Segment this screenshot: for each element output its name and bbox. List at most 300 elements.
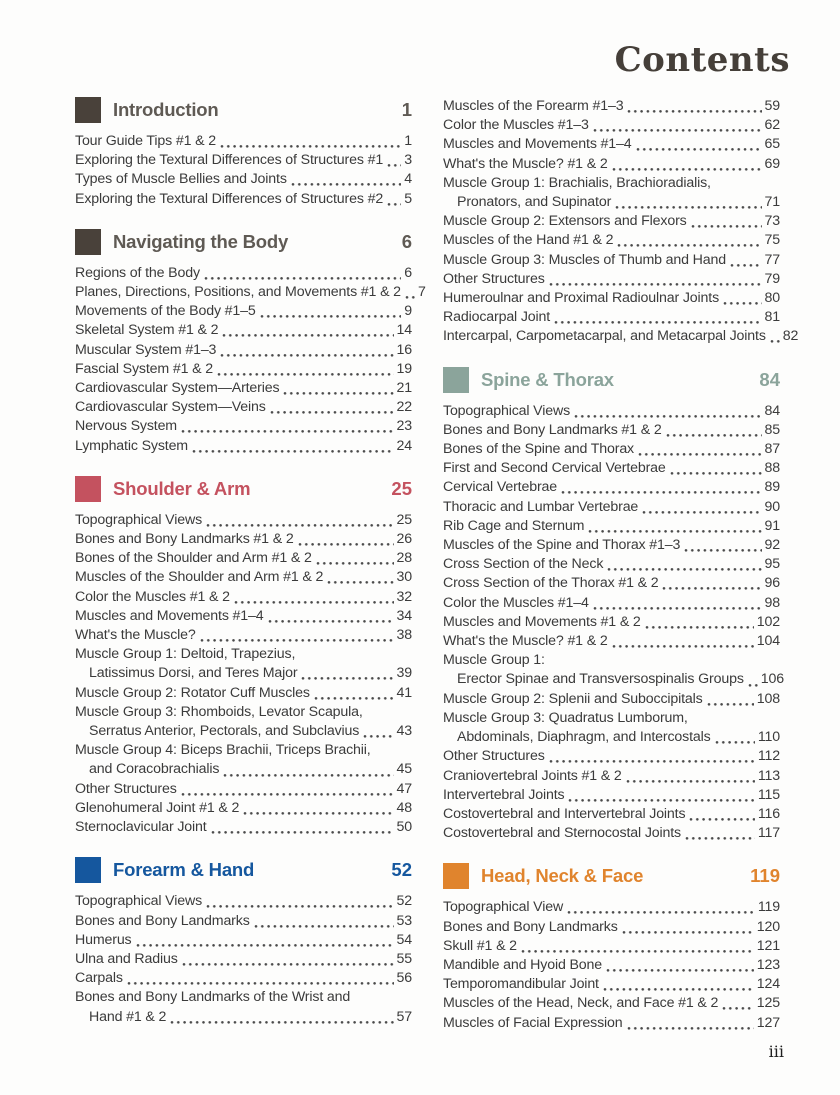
toc-entry-line xyxy=(75,607,412,626)
section-title: Head, Neck & Face xyxy=(481,865,644,887)
entry-title: Latissimus Dorsi, and Teres Major xyxy=(89,665,298,682)
toc-columns xyxy=(75,97,799,1033)
entry-page-number: 21 xyxy=(396,380,412,397)
toc-entry-line xyxy=(443,402,780,421)
entry-page-number: 120 xyxy=(756,918,780,935)
entry-title: Serratus Anterior, Pectorals, and Subclavius xyxy=(89,723,360,740)
toc-entry-line xyxy=(443,536,780,555)
entry-title: Sternoclavicular Joint xyxy=(75,819,207,836)
dot-leader xyxy=(606,956,754,975)
toc-entry-line xyxy=(75,741,412,760)
toc-entry-line xyxy=(75,530,412,549)
entry-title: Costovertebral and Sternocostal Joints xyxy=(443,825,681,842)
entry-title: Muscle Group 1: xyxy=(443,652,545,669)
dot-leader xyxy=(617,231,761,250)
dot-leader xyxy=(200,626,394,645)
entry-title: Rib Cage and Sternum xyxy=(443,517,585,534)
entry-title: Carpals xyxy=(75,970,123,987)
entry-title: Muscle Group 2: Rotator Cuff Muscles xyxy=(75,684,310,701)
entry-page-number: 4 xyxy=(404,171,412,188)
section-color-square xyxy=(75,476,101,502)
dot-leader xyxy=(314,684,394,703)
section-title: Navigating the Body xyxy=(113,230,289,252)
entry-page-number: 90 xyxy=(764,498,780,515)
toc-entry-line xyxy=(443,308,780,327)
dot-leader xyxy=(715,728,755,747)
entry-title: Cardiovascular System—Veins xyxy=(75,399,266,416)
section-page-number: 25 xyxy=(391,477,412,499)
entry-title: First and Second Cervical Vertebrae xyxy=(443,460,666,477)
entry-page-number: 82 xyxy=(782,328,799,345)
dot-leader xyxy=(211,818,394,837)
toc-entry-line xyxy=(75,664,412,683)
entry-page-number: 106 xyxy=(760,671,784,688)
entry-page-number: 43 xyxy=(396,723,412,740)
entry-title: Cross Section of the Neck xyxy=(443,556,604,573)
entry-page-number: 116 xyxy=(757,805,780,822)
toc-entry-line xyxy=(443,155,780,174)
dot-leader xyxy=(722,994,754,1013)
entry-title: Temporomandibular Joint xyxy=(443,976,599,993)
toc-section xyxy=(75,476,412,837)
entry-title: Color the Muscles #1–3 xyxy=(443,117,589,134)
entry-title: Topographical Views xyxy=(75,511,203,528)
dot-leader xyxy=(574,402,761,421)
toc-entry-line xyxy=(443,975,780,994)
dot-leader xyxy=(568,786,754,805)
entry-page-number: 87 xyxy=(764,441,780,458)
dot-leader xyxy=(684,536,761,555)
entry-page-number: 9 xyxy=(404,303,412,320)
entry-title: Intercarpal, Carpometacarpal, and Metacarpal Joints xyxy=(443,328,766,345)
entry-title: Erector Spinae and Transversospinalis Groups xyxy=(457,671,744,688)
entry-page-number: 57 xyxy=(396,1008,412,1025)
entry-page-number: 92 xyxy=(764,537,780,554)
dot-leader xyxy=(554,308,761,327)
entry-title: Planes, Directions, Positions, and Movements #1 & 2 xyxy=(75,284,401,301)
entry-title: Ulna and Radius xyxy=(75,950,178,967)
entry-title: Bones and Bony Landmarks #1 & 2 xyxy=(443,421,662,438)
entry-title: Intervertebral Joints xyxy=(443,786,565,803)
dot-leader xyxy=(685,824,755,843)
entry-page-number: 75 xyxy=(764,232,780,249)
entry-page-number: 104 xyxy=(756,633,780,650)
dot-leader xyxy=(593,594,762,613)
entry-page-number: 89 xyxy=(764,479,780,496)
entry-title: Muscles of the Hand #1 & 2 xyxy=(443,232,614,249)
entry-title: Topographical View xyxy=(443,899,564,916)
dot-leader xyxy=(588,517,761,536)
toc-entry-line xyxy=(75,780,412,799)
dot-leader xyxy=(521,937,754,956)
entry-title: Skull #1 & 2 xyxy=(443,937,517,954)
toc-entry-line xyxy=(75,151,412,170)
entry-page-number: 25 xyxy=(396,511,412,528)
toc-entry-line xyxy=(443,898,780,917)
toc-entry-line xyxy=(75,931,412,950)
entry-page-number: 50 xyxy=(396,819,412,836)
entry-page-number: 5 xyxy=(404,190,412,207)
dot-leader xyxy=(316,549,394,568)
toc-entry-line xyxy=(443,574,780,593)
entry-page-number: 88 xyxy=(764,460,780,477)
toc-entry-line xyxy=(75,360,412,379)
dot-leader xyxy=(260,302,402,321)
section-heading xyxy=(75,229,412,255)
entry-page-number: 69 xyxy=(764,155,780,172)
entry-page-number: 65 xyxy=(764,136,780,153)
toc-entry-line xyxy=(75,760,412,779)
dot-leader xyxy=(170,1008,393,1027)
entry-title: Bones of the Shoulder and Arm #1 & 2 xyxy=(75,550,312,567)
dot-leader xyxy=(220,341,393,360)
entry-page-number: 108 xyxy=(756,690,780,707)
entry-title: Muscles of Facial Expression xyxy=(443,1014,623,1031)
entry-title: Lymphatic System xyxy=(75,437,188,454)
toc-entry-line xyxy=(443,956,780,975)
dot-leader xyxy=(615,193,761,212)
toc-entry-line xyxy=(75,568,412,587)
entry-page-number: 115 xyxy=(757,786,780,803)
entry-page-number: 26 xyxy=(396,531,412,548)
entry-title: Humerus xyxy=(75,931,132,948)
entry-page-number: 54 xyxy=(396,931,412,948)
dot-leader xyxy=(666,421,762,440)
entry-title: Fascial System #1 & 2 xyxy=(75,360,213,377)
dot-leader xyxy=(612,632,754,651)
toc-entry-line xyxy=(443,555,780,574)
entry-page-number: 124 xyxy=(756,976,780,993)
toc-entry-line xyxy=(443,1014,780,1033)
entry-title: Craniovertebral Joints #1 & 2 xyxy=(443,767,622,784)
toc-entry-line xyxy=(75,703,412,722)
entry-title: Glenohumeral Joint #1 & 2 xyxy=(75,799,240,816)
dot-leader xyxy=(181,417,394,436)
entry-title: Hand #1 & 2 xyxy=(89,1008,167,1025)
section-page-number: 52 xyxy=(391,859,412,881)
entry-page-number: 77 xyxy=(764,251,780,268)
toc-entry-line xyxy=(443,594,780,613)
dot-leader xyxy=(626,767,755,786)
dot-leader xyxy=(182,950,394,969)
entry-page-number: 117 xyxy=(757,825,780,842)
toc-entry-line xyxy=(75,132,412,151)
dot-leader xyxy=(127,969,394,988)
entry-title: Mandible and Hyoid Bone xyxy=(443,956,603,973)
toc-entry-line xyxy=(443,212,780,231)
entry-title: Muscle Group 4: Biceps Brachii, Triceps Brachii, xyxy=(75,742,371,759)
toc-entry-line xyxy=(75,379,412,398)
toc-entry-line xyxy=(443,440,780,459)
dot-leader xyxy=(270,398,394,417)
entry-title: Muscles of the Spine and Thorax #1–3 xyxy=(443,537,681,554)
dot-leader xyxy=(670,459,762,478)
entry-title: Exploring the Textural Differences of Structures #2 xyxy=(75,190,384,207)
section-heading xyxy=(75,97,412,123)
toc-entry-line xyxy=(75,950,412,969)
entry-title: Bones and Bony Landmarks #1 & 2 xyxy=(75,531,294,548)
dot-leader xyxy=(549,270,762,289)
toc-section xyxy=(443,367,784,844)
entry-page-number: 102 xyxy=(756,613,780,630)
toc-entry-line xyxy=(75,170,412,189)
entry-page-number: 59 xyxy=(764,98,780,114)
dot-leader xyxy=(627,1014,754,1033)
toc-entry-line xyxy=(75,511,412,530)
entry-page-number: 119 xyxy=(757,899,780,916)
dot-leader xyxy=(387,190,401,209)
entry-page-number: 85 xyxy=(764,421,780,438)
entry-page-number: 22 xyxy=(396,399,412,416)
toc-entry-line xyxy=(443,174,780,193)
toc-entry-line xyxy=(443,251,780,270)
dot-leader xyxy=(642,498,761,517)
dot-leader xyxy=(549,747,755,766)
entry-title: Bones and Bony Landmarks xyxy=(443,918,618,935)
entry-page-number: 80 xyxy=(764,290,780,307)
dot-leader xyxy=(327,568,393,587)
toc-entry-line xyxy=(443,937,780,956)
entry-title: and Coracobrachialis xyxy=(89,761,220,778)
entry-page-number: 39 xyxy=(396,665,412,682)
entry-title: Abdominals, Diaphragm, and Intercostals xyxy=(457,729,711,746)
entry-title: Muscle Group 3: Quadratus Lumborum, xyxy=(443,709,688,726)
entry-title: Muscle Group 1: Deltoid, Trapezius, xyxy=(75,646,296,663)
dot-leader xyxy=(645,613,754,632)
entry-title: What's the Muscle? xyxy=(75,627,196,644)
dot-leader xyxy=(593,116,762,135)
dot-leader xyxy=(689,805,754,824)
dot-leader xyxy=(268,607,394,626)
entry-title: Topographical Views xyxy=(75,893,203,910)
dot-leader xyxy=(206,511,393,530)
section-color-square xyxy=(75,97,101,123)
toc-entry-line xyxy=(443,231,780,250)
dot-leader xyxy=(220,132,401,151)
entry-page-number: 53 xyxy=(396,912,412,929)
toc-entry-line xyxy=(443,270,780,289)
entry-title: Skeletal System #1 & 2 xyxy=(75,322,219,339)
toc-entry-line xyxy=(443,327,799,346)
dot-leader xyxy=(254,912,394,931)
toc-entry-line xyxy=(443,786,780,805)
dot-leader xyxy=(730,251,762,270)
toc-entry-line xyxy=(443,805,780,824)
dot-leader xyxy=(181,780,394,799)
toc-entry-line xyxy=(75,912,412,931)
entry-title: Muscle Group 3: Rhomboids, Levator Scapula, xyxy=(75,703,363,720)
entry-title: Topographical Views xyxy=(443,402,571,419)
entry-page-number: 7 xyxy=(417,284,426,301)
entry-title: Bones and Bony Landmarks xyxy=(75,912,250,929)
dot-leader xyxy=(612,155,762,174)
toc-entry-line xyxy=(443,632,780,651)
entry-page-number: 71 xyxy=(764,194,780,211)
entry-page-number: 30 xyxy=(396,569,412,586)
toc-entry-line xyxy=(443,824,780,843)
toc-entry-line xyxy=(75,799,412,818)
entry-title: Other Structures xyxy=(75,780,177,797)
toc-entry-line xyxy=(75,892,412,911)
entry-page-number: 23 xyxy=(396,418,412,435)
toc-entry-line xyxy=(75,722,412,741)
section-page-number: 6 xyxy=(401,230,412,252)
section-color-square xyxy=(443,367,469,393)
dot-leader xyxy=(723,289,762,308)
entry-title: Muscles of the Shoulder and Arm #1 & 2 xyxy=(75,569,324,586)
entry-page-number: 56 xyxy=(396,970,412,987)
toc-entry-line xyxy=(75,1008,412,1027)
entry-page-number: 52 xyxy=(396,893,412,910)
section-title: Spine & Thorax xyxy=(481,368,614,390)
toc-entry-line xyxy=(443,670,784,689)
toc-entry-line xyxy=(75,988,412,1007)
entry-title: Muscles and Movements #1 & 2 xyxy=(443,613,641,630)
section-page-number: 84 xyxy=(759,368,780,390)
toc-entry-line xyxy=(443,135,780,154)
dot-leader xyxy=(234,588,394,607)
dot-leader xyxy=(206,892,393,911)
dot-leader xyxy=(301,664,393,683)
dot-leader xyxy=(748,671,758,690)
dot-leader xyxy=(662,574,761,593)
entry-title: Tour Guide Tips #1 & 2 xyxy=(75,133,217,149)
entry-title: What's the Muscle? #1 & 2 xyxy=(443,633,608,650)
dot-leader xyxy=(636,135,762,154)
entry-title: Color the Muscles #1 & 2 xyxy=(75,588,230,605)
entry-page-number: 73 xyxy=(764,213,780,230)
toc-entry-line xyxy=(443,97,780,116)
toc-entry-line xyxy=(443,994,780,1013)
entry-title: What's the Muscle? #1 & 2 xyxy=(443,155,608,172)
folio-page-number: iii xyxy=(768,1042,784,1061)
entry-page-number: 121 xyxy=(756,937,780,954)
toc-entry-line xyxy=(75,283,426,302)
entry-title: Costovertebral and Intervertebral Joints xyxy=(443,805,686,822)
dot-leader xyxy=(561,478,762,497)
entry-page-number: 34 xyxy=(396,607,412,624)
entry-page-number: 14 xyxy=(396,322,412,339)
toc-entry-line xyxy=(443,193,780,212)
section-title: Forearm & Hand xyxy=(113,859,255,881)
dot-leader xyxy=(405,283,415,302)
entry-page-number: 79 xyxy=(764,270,780,287)
entry-title: Other Structures xyxy=(443,748,545,765)
toc-entry-line xyxy=(75,341,412,360)
dot-leader xyxy=(691,212,762,231)
entry-page-number: 112 xyxy=(757,748,780,765)
entry-page-number: 6 xyxy=(404,264,412,281)
toc-entry-line xyxy=(75,264,412,283)
toc-entry-line xyxy=(75,398,412,417)
entry-title: Muscles and Movements #1–4 xyxy=(443,136,632,153)
section-heading xyxy=(443,863,780,889)
dot-leader xyxy=(567,898,755,917)
entry-page-number: 62 xyxy=(764,117,780,134)
entry-title: Nervous System xyxy=(75,418,177,435)
section-color-square xyxy=(75,229,101,255)
entry-page-number: 1 xyxy=(404,133,412,149)
dot-leader xyxy=(222,321,393,340)
dot-leader xyxy=(607,555,761,574)
entry-page-number: 41 xyxy=(396,684,412,701)
toc-entry-line xyxy=(443,918,780,937)
entry-title: Cervical Vertebrae xyxy=(443,479,558,496)
entry-title: Radiocarpal Joint xyxy=(443,309,551,326)
section-heading xyxy=(75,857,412,883)
entry-title: Regions of the Body xyxy=(75,264,200,281)
toc-entry-line xyxy=(75,969,412,988)
entry-title: Pronators, and Supinator xyxy=(457,194,612,211)
toc-section xyxy=(75,857,412,1026)
entry-page-number: 28 xyxy=(396,550,412,567)
entry-page-number: 45 xyxy=(396,761,412,778)
section-title: Introduction xyxy=(113,99,219,120)
toc-entry-line xyxy=(443,690,780,709)
entry-title: Muscles of the Head, Neck, and Face #1 & 2 xyxy=(443,995,719,1012)
entry-title: Muscles of the Forearm #1–3 xyxy=(443,98,624,114)
toc-entry-line xyxy=(443,421,780,440)
toc-entry-line xyxy=(75,588,412,607)
entry-page-number: 96 xyxy=(764,575,780,592)
toc-section xyxy=(75,229,426,456)
entry-title: Muscular System #1–3 xyxy=(75,341,217,358)
entry-title: Movements of the Body #1–5 xyxy=(75,303,256,320)
toc-entry-line xyxy=(75,818,412,837)
section-color-square xyxy=(75,857,101,883)
entry-title: Muscle Group 1: Brachialis, Brachioradialis, xyxy=(443,174,711,191)
entry-page-number: 125 xyxy=(756,995,780,1012)
toc-entry-line xyxy=(443,517,780,536)
entry-page-number: 3 xyxy=(404,152,412,169)
dot-leader xyxy=(291,170,401,189)
entry-title: Bones of the Spine and Thorax xyxy=(443,441,634,458)
toc-entry-line xyxy=(443,767,780,786)
dot-leader xyxy=(223,761,393,780)
entry-page-number: 98 xyxy=(764,594,780,611)
toc-entry-line xyxy=(443,651,780,670)
section-heading xyxy=(75,476,412,502)
dot-leader xyxy=(638,440,762,459)
entry-title: Thoracic and Lumbar Vertebrae xyxy=(443,498,639,515)
dot-leader xyxy=(387,151,401,170)
entry-page-number: 47 xyxy=(396,780,412,797)
entry-page-number: 91 xyxy=(764,517,780,534)
toc-entry-line xyxy=(75,190,412,209)
toc-entry-line xyxy=(443,728,780,747)
dot-leader xyxy=(204,264,401,283)
entry-page-number: 127 xyxy=(756,1014,780,1031)
toc-entry-line xyxy=(75,321,412,340)
entry-title: Muscles and Movements #1–4 xyxy=(75,607,264,624)
dot-leader xyxy=(363,722,393,741)
entry-page-number: 84 xyxy=(764,402,780,419)
entry-title: Other Structures xyxy=(443,270,545,287)
toc-entry-line xyxy=(75,417,412,436)
toc-section xyxy=(443,863,780,1032)
section-page-number: 1 xyxy=(401,99,412,120)
dot-leader xyxy=(770,327,780,346)
toc-entry-line xyxy=(75,626,412,645)
toc-entry-line xyxy=(443,709,780,728)
entry-title: Humeroulnar and Proximal Radioulnar Joints xyxy=(443,290,720,307)
section-page-number: 119 xyxy=(750,865,780,887)
entry-title: Types of Muscle Bellies and Joints xyxy=(75,171,287,188)
dot-leader xyxy=(136,931,394,950)
entry-page-number: 123 xyxy=(756,956,780,973)
dot-leader xyxy=(298,530,394,549)
entry-page-number: 32 xyxy=(396,588,412,605)
